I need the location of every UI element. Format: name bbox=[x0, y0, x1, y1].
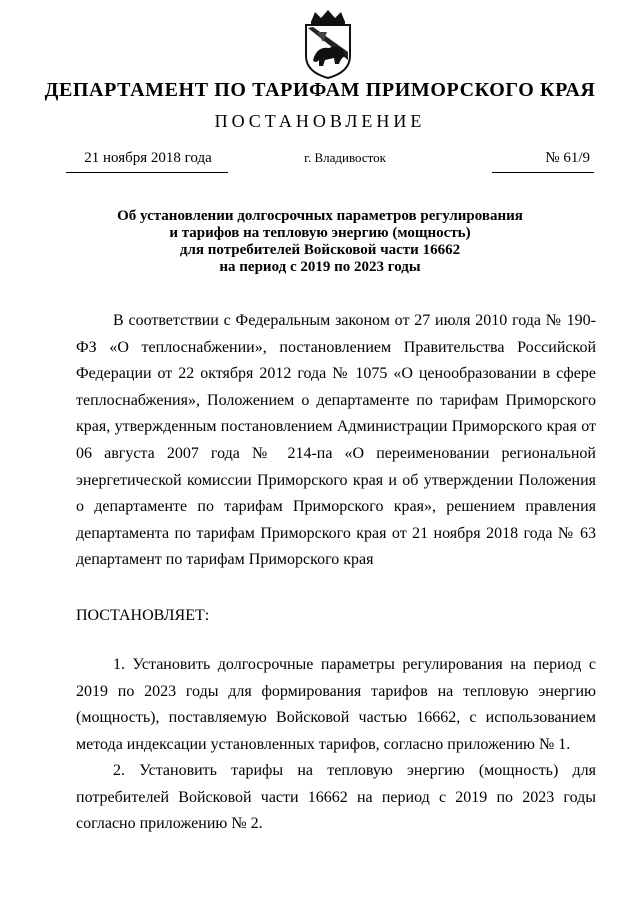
document-type: ПОСТАНОВЛЕНИЕ bbox=[214, 111, 426, 131]
department-title: ДЕПАРТАМЕНТ ПО ТАРИФАМ ПРИМОРСКОГО КРАЯ bbox=[44, 79, 596, 101]
decree-heading: ПОСТАНОВЛЯЕТ: bbox=[76, 607, 210, 624]
document-number: № 61/9 bbox=[545, 150, 590, 166]
decree-item-2: 2. Установить тарифы на тепловую энергию (мощность) для потребителей Войсковой части 16662 на период с 2019 по 2023 годы согласно приложению № 2. bbox=[76, 762, 596, 833]
document-subject bbox=[0, 208, 640, 276]
date-underline bbox=[66, 172, 228, 173]
preamble-paragraph: В соответствии с Федеральным законом от 27 июля 2010 года № 190-ФЗ «О теплоснабжении», постановлением Правительства Российской Федерации от 22 октября 2012 года № 1075 «О ценообразовании в сфере теплоснабжения», Положением о департаменте по тарифам Приморского края, утвержденным постановлением Администрации Приморского края от 06 августа 2007 года № 214-па «О переименовании региональной энергетической комиссии Приморского края и об утверждении Положения о департаменте по тарифам Приморского края», решением правления департамента по тарифам Приморского края от 21 ноября 2018 года № 63 департамент по тарифам Приморского края bbox=[76, 312, 596, 569]
subject-line: на период с 2019 по 2023 годы bbox=[219, 259, 421, 275]
primorsky-krai-coat-of-arms-icon bbox=[301, 8, 355, 80]
subject-line: для потребителей Войсковой части 16662 bbox=[179, 242, 461, 258]
subject-line: Об установлении долгосрочных параметров регулирования bbox=[117, 208, 523, 224]
number-underline bbox=[492, 172, 594, 173]
subject-line: и тарифов на тепловую энергию (мощность) bbox=[169, 225, 471, 241]
document-city: г. Владивосток bbox=[304, 150, 386, 165]
document-date: 21 ноября 2018 года bbox=[84, 150, 212, 166]
decree-item-1: 1. Установить долгосрочные параметры регулирования на период с 2019 по 2023 годы для формирования тарифов на тепловую энергию (мощность), поставляемую Войсковой частью 16662, с использованием метода индексации установленных тарифов, согласно приложению № 1. bbox=[76, 656, 596, 753]
